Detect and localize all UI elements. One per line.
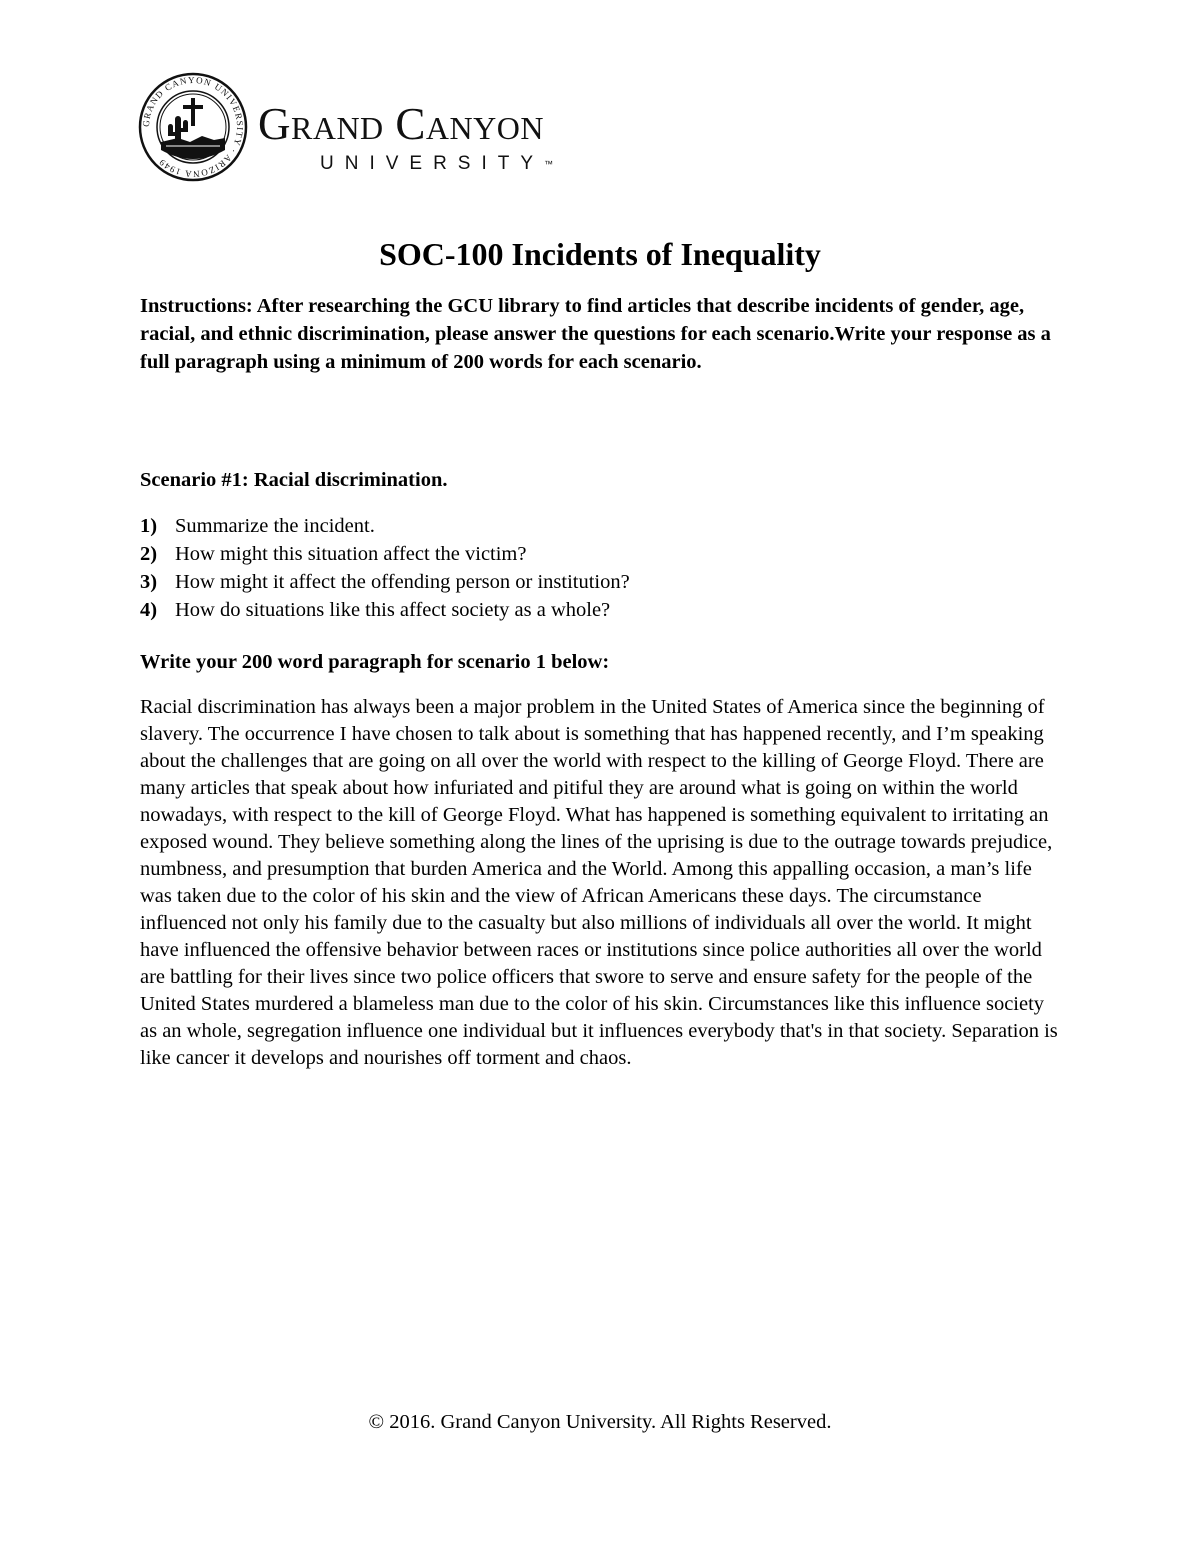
seal-text: GRAND CANYON UNIVERSITY · ARIZONA 1949 [140, 74, 246, 180]
instructions-text: Instructions: After researching the GCU library to find articles that describe incidents of gender, age, racial, and ethnic discrimination, please answer the questions for each scenario.Write your response as a full paragraph using a minimum of 200 words for each scenario. [140, 295, 1051, 373]
wordmark-main: Grand Canyon [258, 99, 544, 149]
question-text: How do situations like this affect society as a whole? [175, 599, 611, 621]
write-paragraph-heading: Write your 200 word paragraph for scenario 1 below: [140, 651, 610, 673]
question-text: How might it affect the offending person or institution? [175, 571, 630, 593]
question-number: 1) [140, 515, 158, 537]
copyright-footer: © 2016. Grand Canyon University. All Rights Reserved. [368, 1411, 832, 1433]
question-item [140, 540, 1040, 568]
trademark-symbol: ™ [544, 159, 554, 169]
question-item [140, 512, 1040, 540]
question-number: 3) [140, 571, 158, 593]
university-header [138, 72, 638, 182]
question-number: 2) [140, 543, 158, 565]
wordmark-sub [320, 154, 553, 174]
question-number: 4) [140, 599, 158, 621]
university-wordmark [258, 99, 638, 174]
university-seal-logo [138, 72, 248, 182]
question-list [140, 512, 1040, 624]
question-text: Summarize the incident. [175, 515, 375, 537]
response-paragraph: Racial discrimination has always been a major problem in the United States of America since the beginning of slavery. The occurrence I have chosen to talk about is something that has happened recently, and I’m speaking about the challenges that are going on all over the world with respect to the killing of George Floyd. There are many articles that speak about how infuriated and pitiful they are around what is going on within the world nowadays, with respect to the kill of George Floyd. What has happened is something equivalent to irritating an exposed wound. They believe something along the lines of the uprising is due to the outrage towards prejudice, numbness, and presumption that burden America and the World. Among this appalling occasion, a man’s life was taken due to the color of his skin and the view of African Americans these days. The circumstance influenced not only his family due to the casualty but also millions of individuals all over the world. It might have influenced the offensive behavior between races or institutions since police authorities all over the world are battling for their lives since two police officers that swore to serve and ensure safety for the people of the United States murdered a blameless man due to the color of his skin. Circumstances like this influence society as an whole, segregation influence one individual but it influences everybody that's in that society. Separation is like cancer it develops and nourishes off torment and chaos. [140, 696, 1058, 1069]
page-title: SOC-100 Incidents of Inequality [379, 236, 821, 272]
question-item [140, 568, 1040, 596]
scenario-heading: Scenario #1: Racial discrimination. [140, 469, 448, 491]
question-item [140, 596, 1040, 624]
wordmark-sub-text: UNIVERSITY [320, 153, 545, 174]
question-text: How might this situation affect the victim? [175, 543, 527, 565]
